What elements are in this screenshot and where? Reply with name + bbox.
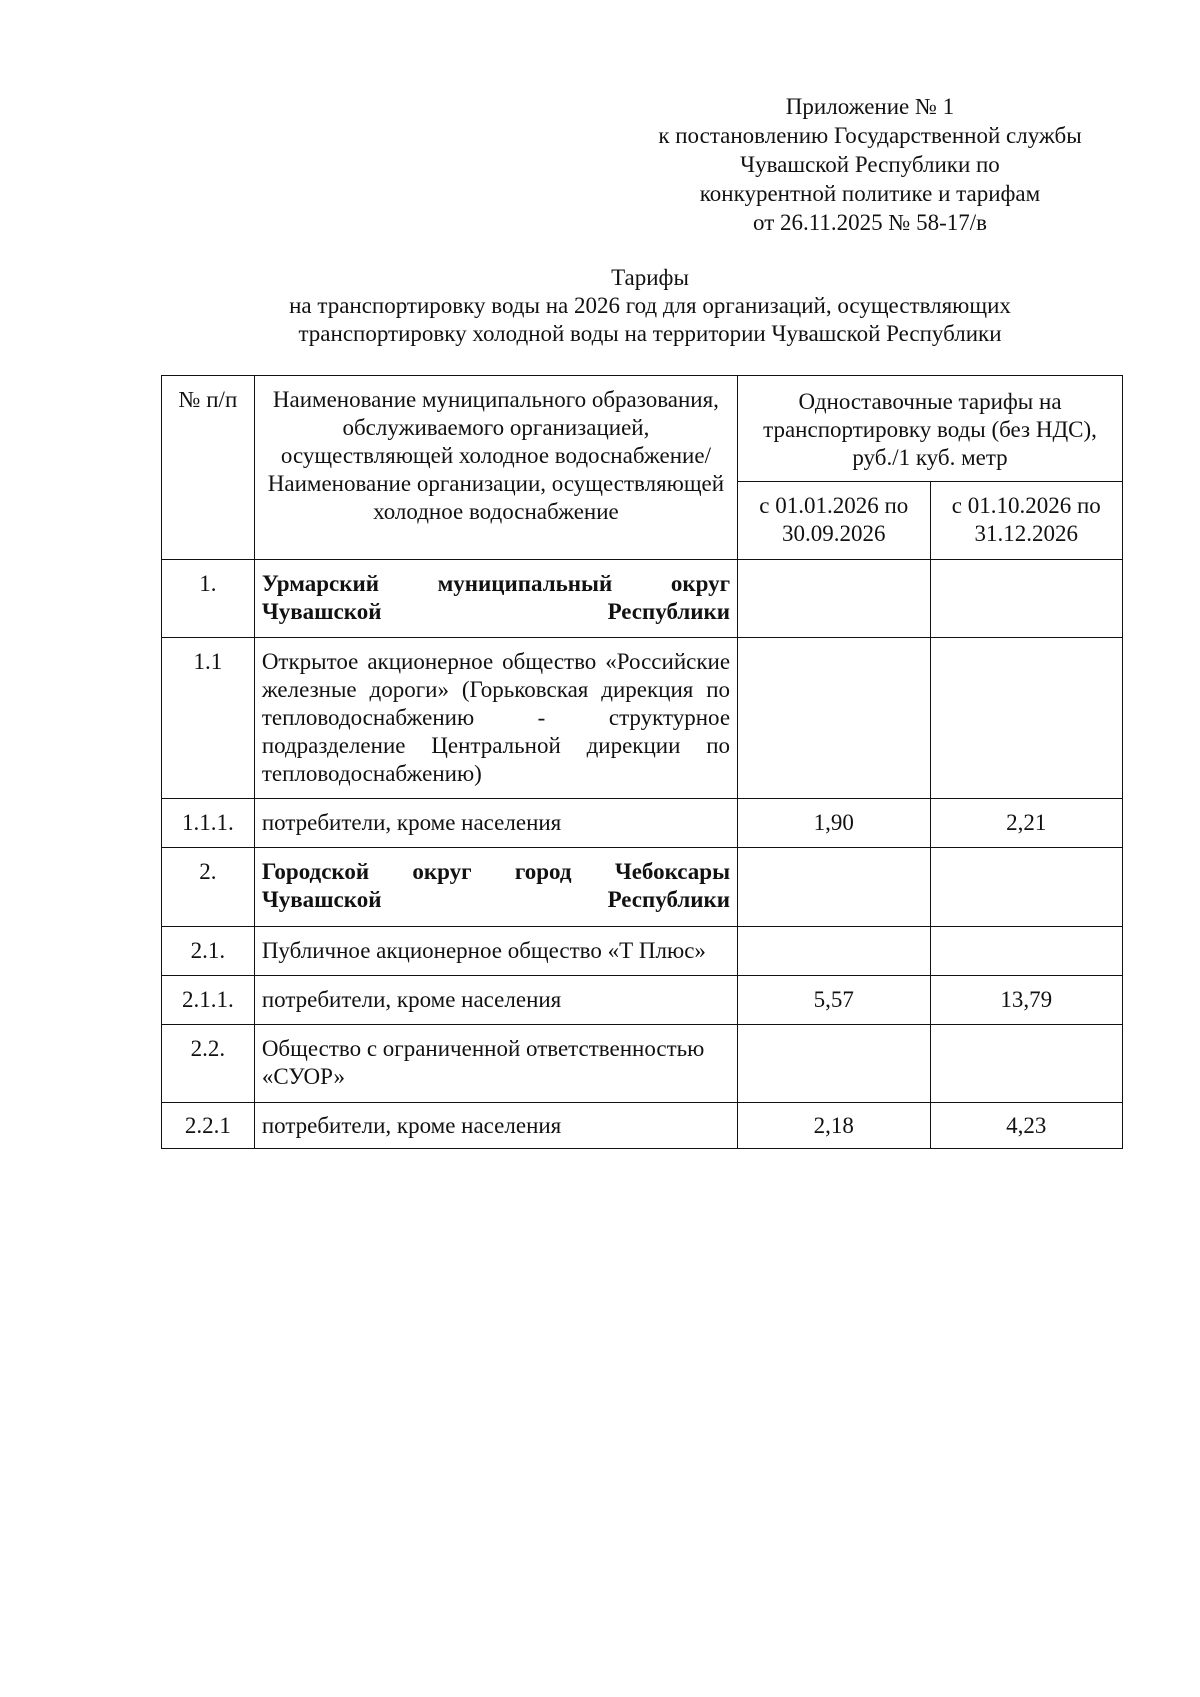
row-number: 2. [162,848,255,927]
row-number: 1. [162,560,255,638]
header-name: Наименование муниципального образования, обслуживаемого организацией, осуществляющей холодное водоснабжение/Наименование организации, осуществляющей холодное водоснабжение [254,376,737,560]
table-row [162,560,1123,638]
row-name: потребители, кроме населения [254,976,737,1025]
row-number: 2.1. [162,927,255,976]
row-number: 1.1.1. [162,799,255,848]
header-period-2: с 01.10.2026 по 31.12.2026 [930,482,1122,560]
row-value-2: 2,21 [930,799,1122,848]
row-name: потребители, кроме населения [254,1103,737,1149]
row-value-2 [930,560,1122,638]
row-number: 2.2. [162,1025,255,1103]
table-row [162,1025,1123,1103]
row-value-2: 4,23 [930,1103,1122,1149]
row-value-1: 5,57 [738,976,930,1025]
row-value-1 [738,1025,930,1103]
row-name: Открытое акционерное общество «Российские железные дороги» (Горьковская дирекция по тепловодоснабжению - структурное подразделение Центральной дирекции по тепловодоснабжению) [254,638,737,799]
row-name: Публичное акционерное общество «Т Плюс» [254,927,737,976]
title-line: на транспортировку воды на 2026 год для организаций, осуществляющих [289,293,1011,318]
table-header-row [162,376,1123,482]
row-value-2 [930,1025,1122,1103]
row-number: 2.1.1. [162,976,255,1025]
table-row [162,1103,1123,1149]
row-value-2 [930,638,1122,799]
appendix-line: к постановлению Государственной службы [658,123,1082,148]
document-title [160,264,1140,348]
table-row [162,976,1123,1025]
row-value-1 [738,638,930,799]
tariffs-table [161,375,1123,1149]
title-line: Тарифы [611,265,689,290]
row-value-1: 1,90 [738,799,930,848]
row-value-1: 2,18 [738,1103,930,1149]
table-row [162,638,1123,799]
row-number: 2.2.1 [162,1103,255,1149]
appendix-line: конкурентной политике и тарифам [699,181,1041,206]
appendix-block [640,92,1100,237]
appendix-line: от 26.11.2025 № 58-17/в [753,210,987,235]
title-line: транспортировку холодной воды на территории Чувашской Республики [298,321,1002,346]
row-name: Городской округ город Чебоксары Чувашской Республики [254,848,737,927]
header-period-1: с 01.01.2026 по 30.09.2026 [738,482,930,560]
header-number: № п/п [162,376,255,560]
row-name: Урмарский муниципальный округ Чувашской Республики [254,560,737,638]
table-row [162,927,1123,976]
row-number: 1.1 [162,638,255,799]
row-value-2 [930,848,1122,927]
appendix-line: Чувашской Республики по [740,152,1000,177]
row-value-1 [738,927,930,976]
row-value-2: 13,79 [930,976,1122,1025]
row-name: Общество с ограниченной ответственностью «СУОР» [254,1025,737,1103]
header-tariff-group: Одноставочные тарифы на транспортировку воды (без НДС), руб./1 куб. метр [738,376,1123,482]
table-row [162,848,1123,927]
appendix-line: Приложение № 1 [785,94,955,119]
row-value-2 [930,927,1122,976]
row-value-1 [738,560,930,638]
row-value-1 [738,848,930,927]
table-row [162,799,1123,848]
row-name: потребители, кроме населения [254,799,737,848]
